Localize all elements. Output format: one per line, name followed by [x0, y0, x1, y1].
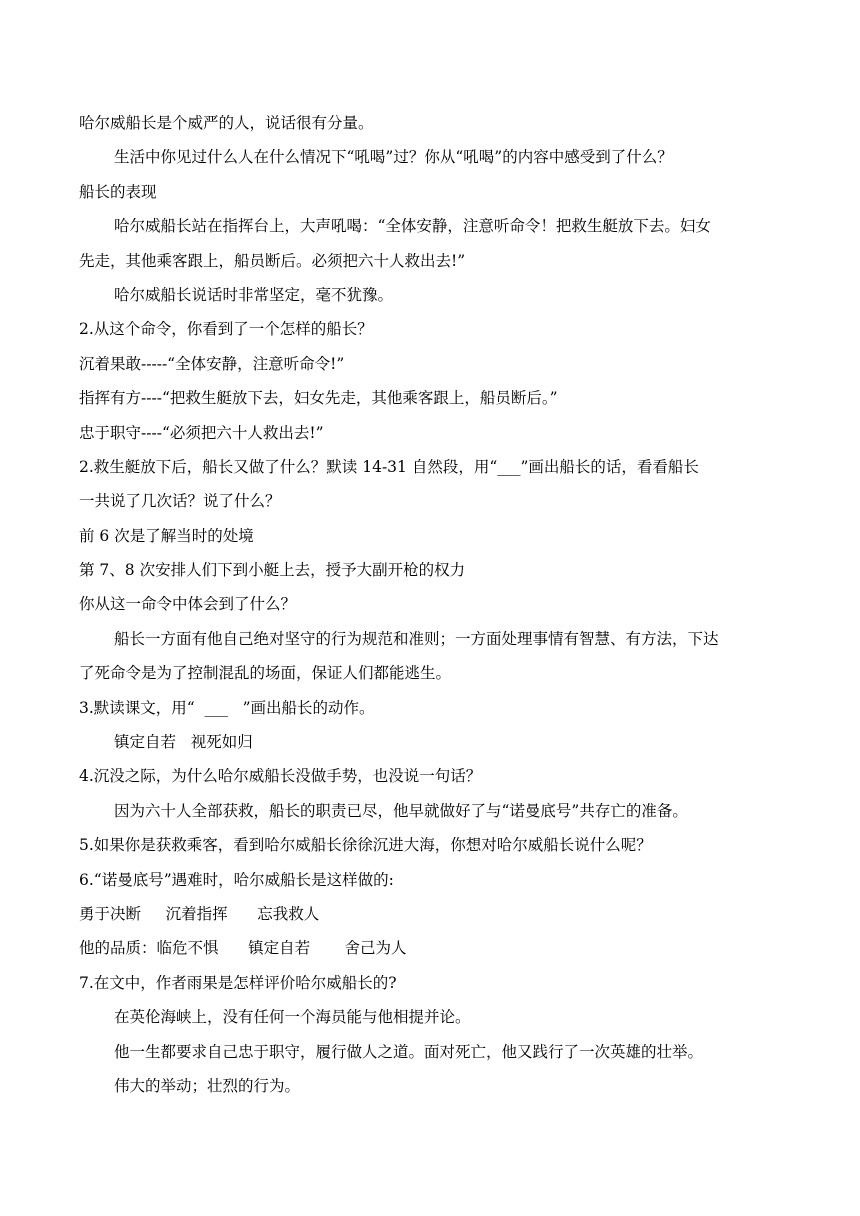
section-heading: 船长的表现 [79, 182, 157, 201]
question-line: 2.救生艇放下后，船长又做了什么？默读 14-31 自然段，用“___”画出船长的话，看看船长 [79, 457, 699, 476]
text-line: 哈尔威船长站在指挥台上，大声吼喝：“全体安静，注意听命令！把救生艇放下去。妇女 [114, 217, 711, 236]
answer-line: 沉着果敢-----“全体安静，注意听命令!” [79, 354, 345, 373]
answer-line: 他一生都要求自己忠于职守，履行做人之道。面对死亡，他又践行了一次英雄的壮举。 [114, 1042, 704, 1061]
text-line: 哈尔威船长是个威严的人，说话很有分量。 [79, 114, 374, 132]
answer-line: 因为六十人全部获救，船长的职责已尽，他早就做好了与“诺曼底号”共存亡的准备。 [114, 801, 688, 820]
answer-line: 指挥有方----“把救生艇放下去，妇女先走，其他乘客跟上，船员断后。” [79, 389, 558, 408]
answer-line: 船长一方面有他自己绝对坚守的行为规范和准则；一方面处理事情有智慧、有方法，下达 [114, 629, 719, 648]
question-line: 5.如果你是获救乘客，看到哈尔威船长徐徐沉进大海，你想对哈尔威船长说什么呢？ [79, 836, 652, 855]
document-body [79, 106, 794, 1103]
answer-line: 他的品质：临危不惧 镇定自若 舍己为人 [79, 939, 407, 958]
question-line: 你从这一命令中体会到了什么？ [79, 595, 297, 614]
answer-line: 了死命令是为了控制混乱的场面，保证人们都能逃生。 [79, 664, 452, 683]
text-line: 生活中你见过什么人在什么情况下“吼喝”过？你从“吼喝”的内容中感受到了什么？ [114, 148, 673, 167]
question-line: 6.“诺曼底号”遇难时，哈尔威船长是这样做的: [79, 870, 394, 889]
answer-line: 伟大的举动；壮烈的行为。 [114, 1076, 301, 1095]
question-line: 一共说了几次话？说了什么？ [79, 492, 281, 511]
question-line: 3.默读课文，用“ ___ ”画出船长的动作。 [79, 698, 375, 717]
answer-line: 前 6 次是了解当时的处境 [79, 526, 254, 545]
question-line: 2.从这个命令，你看到了一个怎样的船长？ [79, 320, 373, 339]
question-line: 4.沉没之际，为什么哈尔威船长没做手势，也没说一句话？ [79, 767, 482, 786]
text-line: 哈尔威船长说话时非常坚定，毫不犹豫。 [114, 285, 394, 304]
answer-line: 忠于职守----“必须把六十人救出去!” [79, 423, 324, 442]
text-line: 先走，其他乘客跟上，船员断后。必须把六十人救出去!” [79, 251, 466, 270]
answer-line: 勇于决断 沉着指挥 忘我救人 [79, 904, 320, 923]
answer-line: 镇定自若 视死如归 [114, 733, 253, 752]
answer-line: 在英伦海峡上，没有任何一个海员能与他相提并论。 [114, 1008, 471, 1027]
answer-line: 第 7、8 次安排人们下到小艇上去，授予大副开枪的权力 [79, 561, 466, 580]
question-line: 7.在文中，作者雨果是怎样评价哈尔威船长的? [79, 973, 397, 992]
